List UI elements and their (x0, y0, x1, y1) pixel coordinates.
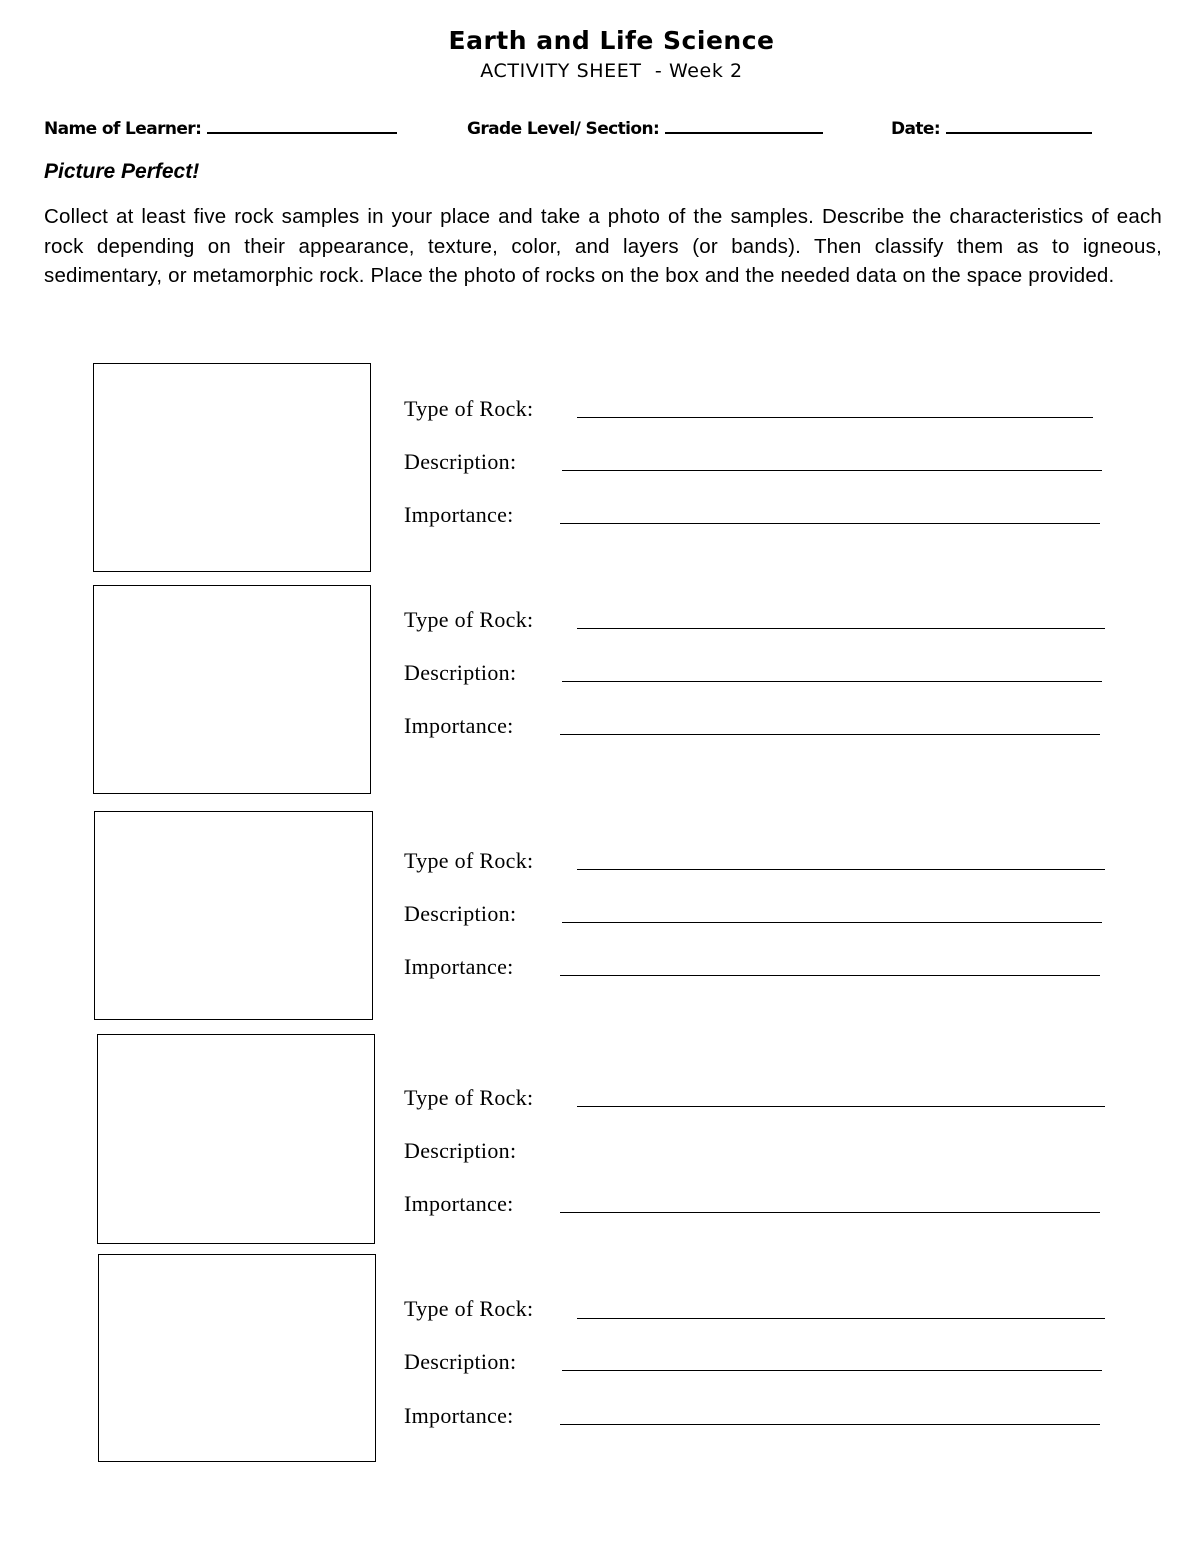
description-label: Description: (404, 660, 517, 685)
activity-heading: Picture Perfect! (44, 160, 200, 183)
type-of-rock-line[interactable] (577, 1106, 1105, 1107)
name-of-learner-field (44, 115, 397, 139)
importance-label: Importance: (404, 954, 514, 979)
description-label: Description: (404, 1138, 517, 1163)
type-of-rock-label: Type of Rock: (404, 396, 534, 421)
type-of-rock-line[interactable] (577, 628, 1105, 629)
rock-photo-box[interactable] (93, 363, 371, 572)
type-of-rock-label: Type of Rock: (404, 607, 534, 632)
type-of-rock-label: Type of Rock: (404, 1296, 534, 1321)
description-line[interactable] (562, 681, 1102, 682)
type-of-rock-line[interactable] (577, 869, 1105, 870)
importance-label: Importance: (404, 1403, 514, 1428)
rock-photo-box[interactable] (97, 1034, 375, 1244)
rock-photo-box[interactable] (98, 1254, 376, 1462)
importance-line[interactable] (560, 975, 1100, 976)
description-line[interactable] (562, 922, 1102, 923)
type-of-rock-line[interactable] (577, 417, 1093, 418)
page-title: Earth and Life Science (448, 26, 775, 55)
importance-line[interactable] (560, 523, 1100, 524)
description-line[interactable] (562, 1370, 1102, 1371)
date-blank[interactable] (946, 115, 1092, 134)
description-label: Description: (404, 449, 517, 474)
grade-level-section-label: Grade Level/ Section: (467, 119, 660, 139)
importance-line[interactable] (560, 1212, 1100, 1213)
date-label: Date: (891, 119, 941, 139)
description-label: Description: (404, 901, 517, 926)
grade-level-section-field (467, 115, 823, 139)
name-of-learner-label: Name of Learner: (44, 119, 202, 139)
importance-label: Importance: (404, 713, 514, 738)
type-of-rock-line[interactable] (577, 1318, 1105, 1319)
page-subtitle: ACTIVITY SHEET - Week 2 (480, 60, 743, 82)
description-label: Description: (404, 1349, 517, 1374)
rock-photo-box[interactable] (94, 811, 373, 1020)
importance-label: Importance: (404, 502, 514, 527)
importance-line[interactable] (560, 1424, 1100, 1425)
name-of-learner-blank[interactable] (207, 115, 397, 134)
importance-label: Importance: (404, 1191, 514, 1216)
activity-instructions: Collect at least five rock samples in your place and take a photo of the samples. Describe the characteristics of each rock depending on their appearance, texture, color, and layers (or bands). Then classify them as to igneous, sedimentary, or metamorphic rock. Place the photo of rocks on the box and the needed data on the space provided. (44, 205, 1162, 287)
rock-photo-box[interactable] (93, 585, 371, 794)
description-line[interactable] (562, 470, 1102, 471)
type-of-rock-label: Type of Rock: (404, 1085, 534, 1110)
importance-line[interactable] (560, 734, 1100, 735)
type-of-rock-label: Type of Rock: (404, 848, 534, 873)
date-field (891, 115, 1092, 139)
grade-level-section-blank[interactable] (665, 115, 823, 134)
